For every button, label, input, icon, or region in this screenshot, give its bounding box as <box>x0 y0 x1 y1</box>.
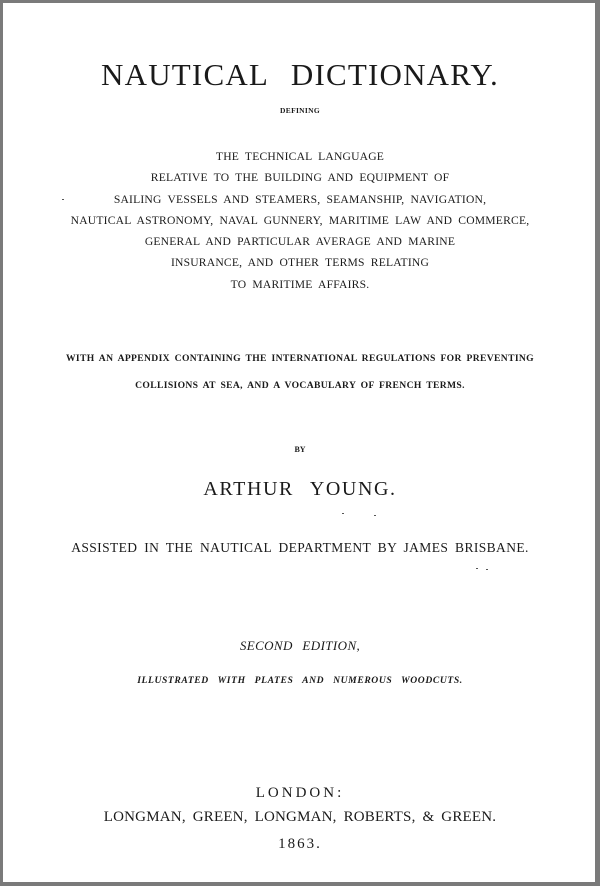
appendix-line: COLLISIONS AT SEA, AND A VOCABULARY OF FRENCH TERMS. <box>135 380 465 391</box>
scan-speck <box>342 513 344 514</box>
description-block <box>0 146 600 295</box>
description-line: NAUTICAL ASTRONOMY, NAVAL GUNNERY, MARITIME LAW AND COMMERCE, <box>70 213 530 227</box>
description-line: THE TECHNICAL LANGUAGE <box>215 150 385 163</box>
imprint-year: 1863. <box>278 836 322 852</box>
appendix-note <box>0 345 600 399</box>
assistant-credit: ASSISTED IN THE NAUTICAL DEPARTMENT BY JAMES BRISBANE. <box>71 540 529 555</box>
author-name: ARTHUR YOUNG. <box>203 478 397 500</box>
scan-speck <box>486 569 488 570</box>
description-line: SAILING VESSELS AND STEAMERS, SEAMANSHIP, NAVIGATION, <box>113 192 487 206</box>
description-line: GENERAL AND PARTICULAR AVERAGE AND MARINE <box>144 235 456 249</box>
scan-speck <box>62 199 64 200</box>
imprint-publisher: LONGMAN, GREEN, LONGMAN, ROBERTS, & GREEN. <box>103 809 497 825</box>
description-line: TO MARITIME AFFAIRS. <box>230 277 370 291</box>
description-line: INSURANCE, AND OTHER TERMS RELATING <box>170 256 430 270</box>
by-label: BY <box>294 445 306 454</box>
edition-label: SECOND EDITION, <box>239 638 361 653</box>
appendix-line: WITH AN APPENDIX CONTAINING THE INTERNATIONAL REGULATIONS FOR PREVENTING <box>65 353 534 364</box>
book-title: NAUTICAL DICTIONARY. <box>101 56 499 92</box>
description-line: RELATIVE TO THE BUILDING AND EQUIPMENT OF <box>150 171 450 185</box>
scan-speck <box>476 568 478 569</box>
scan-speck <box>374 515 376 516</box>
imprint-city: LONDON: <box>255 785 345 801</box>
defining-label: DEFINING <box>280 106 320 115</box>
illustration-note: ILLUSTRATED WITH PLATES AND NUMEROUS WOODCUTS. <box>137 675 463 686</box>
